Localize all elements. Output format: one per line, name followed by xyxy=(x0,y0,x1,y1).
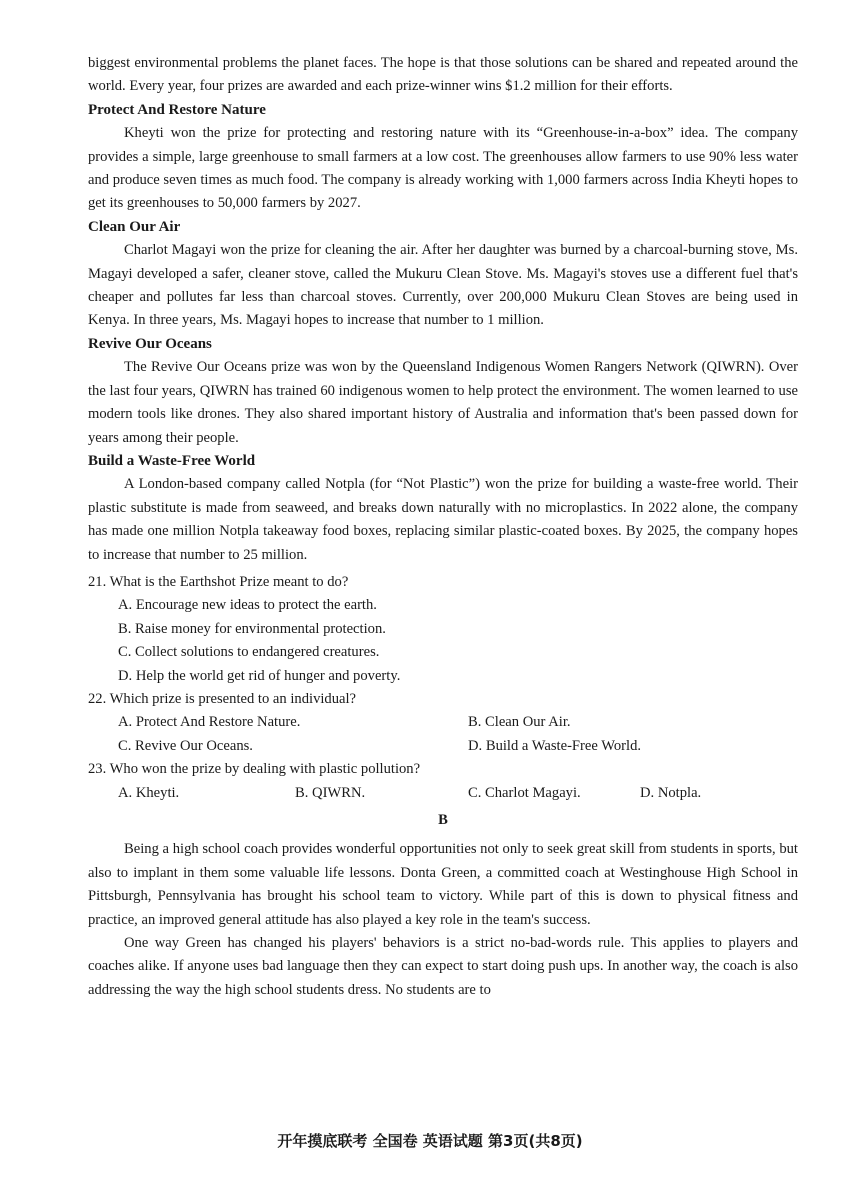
option-a[interactable]: A. Kheyti. xyxy=(118,784,180,801)
page-footer: 开年摸底联考 全国卷 英语试题 第3页(共8页) xyxy=(277,1132,583,1150)
option-a[interactable]: A. Encourage new ideas to protect the earth. xyxy=(118,597,377,614)
question-stem: 21. What is the Earthshot Prize meant to do? xyxy=(88,573,349,590)
question-22 xyxy=(88,688,798,758)
option-c[interactable]: C. Collect solutions to endangered creatures. xyxy=(118,644,380,661)
option-b[interactable]: B. Raise money for environmental protection. xyxy=(118,620,386,637)
option-d[interactable]: D. Help the world get rid of hunger and poverty. xyxy=(118,667,401,684)
question-23 xyxy=(88,758,798,805)
option-a[interactable]: A. Protect And Restore Nature. xyxy=(118,714,301,731)
section-heading-air: Clean Our Air xyxy=(88,218,181,235)
section-heading-nature: Protect And Restore Nature xyxy=(88,101,266,118)
passage-b-letter: B xyxy=(438,812,448,828)
option-b[interactable]: B. Clean Our Air. xyxy=(468,714,571,731)
option-d[interactable]: D. Notpla. xyxy=(640,784,702,801)
section-body-oceans: The Revive Our Oceans prize was won by the Queensland Indigenous Women Rangers Network (QIWRN). Over the last four years, QIWRN has trained 60 indigenous women to help protect the environment. The women learned to use modern tools like drones. They also shared important history of Australia and information that's been passed down for years among their people. xyxy=(88,359,798,446)
intro-paragraph: biggest environmental problems the planet faces. The hope is that those solutions can be shared and repeated around the world. Every year, four prizes are awarded and each prize-winner wins $1.2 million for their efforts. xyxy=(88,55,798,95)
question-stem: 23. Who won the prize by dealing with plastic pollution? xyxy=(88,761,421,778)
section-body-air: Charlot Magayi won the prize for cleaning the air. After her daughter was burned by a charcoal-burning stove, Ms. Magayi developed a safer, cleaner stove, called the Mukuru Clean Stove. Ms. Magayi's stoves use a different fuel that's cheaper and pollutes far less than charcoal stoves. Currently, over 200,000 Mukuru Clean Stoves are being used in Kenya. In three years, Ms. Magayi hopes to increase that number to 1 million. xyxy=(88,242,798,329)
passage-b-paragraph: One way Green has changed his players' behaviors is a strict no-bad-words rule. This applies to players and coaches alike. If anyone uses bad language then they can expect to start doing push ups. In another way, the coach is also addressing the way the high school students dress. No students are to xyxy=(88,935,798,998)
section-heading-waste: Build a Waste-Free World xyxy=(88,452,256,469)
section-body-nature: Kheyti won the prize for protecting and restoring nature with its “Greenhouse-in-a-box” idea. The company provides a simple, large greenhouse to small farmers at a low cost. The greenhouses allow farmers to use 90% less water and produce seven times as much food. The company is already working with 1,000 farmers across India Kheyti hopes to get its greenhouses to 50,000 farmers by 2027. xyxy=(88,125,798,212)
passage-b-paragraph: Being a high school coach provides wonderful opportunities not only to seek great skill from students in sports, but also to implant in them some valuable life lessons. Donta Green, a committed coach at Westinghouse High School in Pittsburgh, Pennsylvania has brought his school team to victory. While part of this is down to physical fitness and practice, an improved general attitude has also played a key role in the team's success. xyxy=(88,841,798,928)
section-heading-oceans: Revive Our Oceans xyxy=(88,335,212,352)
option-c[interactable]: C. Charlot Magayi. xyxy=(468,784,581,801)
section-body-waste: A London-based company called Notpla (for “Not Plastic”) won the prize for building a waste-free world. Their plastic substitute is made from seaweed, and breaks down naturally with no microplastics. In 2022 alone, the company has made one million Notpla takeaway food boxes, replacing similar plastic-coated boxes. By 2025, the company hopes to increase that number to 25 million. xyxy=(88,476,798,563)
question-stem: 22. Which prize is presented to an individual? xyxy=(88,690,357,707)
option-b[interactable]: B. QIWRN. xyxy=(295,784,366,801)
option-d[interactable]: D. Build a Waste-Free World. xyxy=(468,737,642,754)
question-21 xyxy=(88,571,798,688)
option-c[interactable]: C. Revive Our Oceans. xyxy=(118,737,253,754)
